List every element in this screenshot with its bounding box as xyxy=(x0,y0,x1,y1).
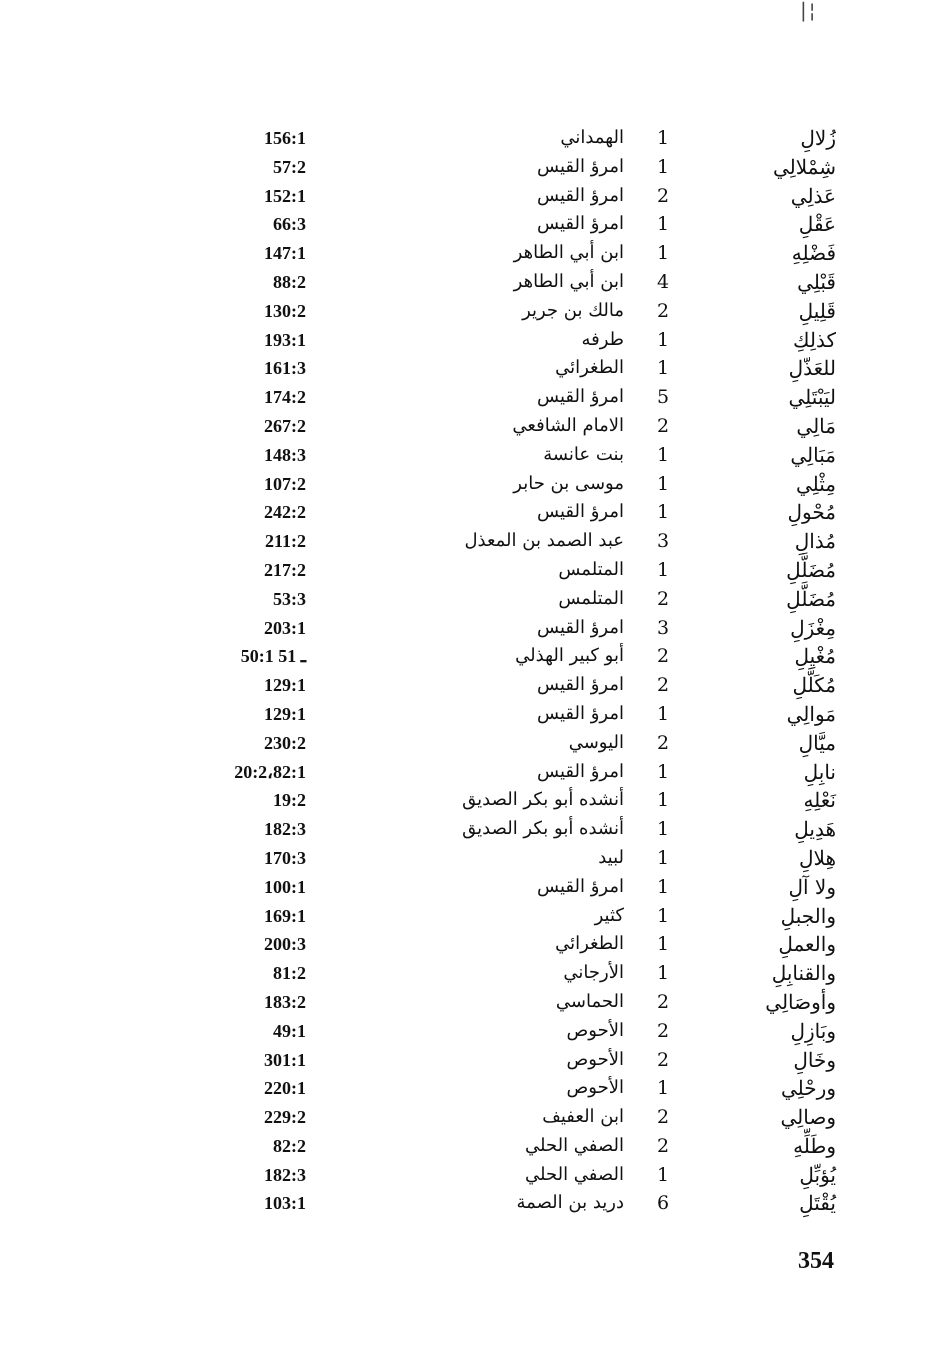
poet-name: كثير xyxy=(594,904,624,926)
page-reference: 203:1 xyxy=(264,617,306,638)
page-reference: 174:2 xyxy=(264,387,306,408)
verse-count: 1 xyxy=(656,789,670,812)
verse-count: 2 xyxy=(656,299,670,322)
poet-name: الامام الشافعي xyxy=(512,414,624,436)
poet-name: الأرجاني xyxy=(563,962,624,984)
index-row xyxy=(0,297,944,326)
index-row xyxy=(0,268,944,297)
rhyme-word: نَعْلِهِ xyxy=(803,788,836,813)
page-reference: 49:1 xyxy=(273,1020,306,1041)
page-reference: 193:1 xyxy=(264,329,306,350)
page-reference: 50:1 ـ 51 xyxy=(240,646,306,667)
rhyme-word: وطَلِّهِ xyxy=(793,1133,836,1158)
poet-name: الأحوص xyxy=(566,1019,624,1041)
page-reference: 230:2 xyxy=(264,732,306,753)
verse-count: 3 xyxy=(656,616,670,639)
rhyme-word: مُضَلَّلِ xyxy=(786,557,836,582)
rhyme-word: يُؤبِّلِ xyxy=(799,1162,836,1187)
page-reference: 53:3 xyxy=(273,588,306,609)
verse-count: 4 xyxy=(656,270,670,293)
index-row xyxy=(0,614,944,643)
verse-count: 6 xyxy=(656,1192,670,1215)
rhyme-word: يُقْتَلِ xyxy=(799,1191,836,1216)
verse-count: 1 xyxy=(656,904,670,927)
poet-name: امرؤ القيس xyxy=(537,616,624,638)
verse-count: 2 xyxy=(656,1134,670,1157)
page-reference: 20:2،82:1 xyxy=(234,761,306,782)
verse-count: 2 xyxy=(656,1019,670,1042)
verse-count: 1 xyxy=(656,501,670,524)
verse-count: 1 xyxy=(656,443,670,466)
page-reference: 129:1 xyxy=(264,703,306,724)
poet-name: امرؤ القيس xyxy=(537,674,624,696)
verse-count: 1 xyxy=(656,127,670,149)
verse-count: 1 xyxy=(656,760,670,783)
page-reference: 182:3 xyxy=(264,819,306,840)
verse-count: 3 xyxy=(656,530,670,553)
rhyme-word: عَقْلِ xyxy=(798,212,836,237)
poet-name: الحماسي xyxy=(555,990,624,1012)
poet-name: ابن العفيف xyxy=(542,1106,624,1128)
poet-name: الطغرائي xyxy=(555,933,624,955)
index-row xyxy=(0,1103,944,1132)
verse-count: 2 xyxy=(656,414,670,437)
rhyme-word: ميَّالِ xyxy=(798,730,836,755)
page-reference: 229:2 xyxy=(264,1107,306,1128)
page-reference: 57:2 xyxy=(273,156,306,177)
verse-count: 2 xyxy=(656,184,670,207)
rhyme-word: فَضْلِهِ xyxy=(791,241,836,266)
index-row xyxy=(0,671,944,700)
verse-count: 1 xyxy=(656,357,670,380)
poet-name: امرؤ القيس xyxy=(537,760,624,782)
verse-count: 1 xyxy=(656,933,670,956)
index-row xyxy=(0,498,944,527)
index-row xyxy=(0,930,944,959)
poet-name: اليوسي xyxy=(568,731,624,753)
poet-name: الأحوص xyxy=(566,1048,624,1070)
rhyme-word: وصالِي xyxy=(780,1105,836,1130)
rhyme-word: مُضَلَّلِ xyxy=(786,586,836,611)
index-row xyxy=(0,326,944,355)
verse-count: 1 xyxy=(656,875,670,898)
poet-name: لبيد xyxy=(598,846,624,868)
poet-name: أنشده أبو بكر الصديق xyxy=(462,789,624,811)
verse-count: 1 xyxy=(656,962,670,985)
index-row xyxy=(0,1189,944,1218)
page-reference: 130:2 xyxy=(264,300,306,321)
rhyme-word: ليَبْتَلِي xyxy=(788,385,836,410)
page-reference: 267:2 xyxy=(264,415,306,436)
poet-name: ابن أبي الطاهر xyxy=(513,270,624,292)
index-row xyxy=(0,844,944,873)
verse-count: 5 xyxy=(656,386,670,409)
verse-count: 2 xyxy=(656,990,670,1013)
page-reference: 107:2 xyxy=(264,473,306,494)
poet-name: عبد الصمد بن المعذل xyxy=(464,530,624,552)
page-reference: 147:1 xyxy=(264,243,306,264)
rhyme-word: شِمْلالِي xyxy=(772,154,836,179)
verse-count: 1 xyxy=(656,242,670,265)
index-row xyxy=(0,1017,944,1046)
page-reference: 200:3 xyxy=(264,934,306,955)
page-reference: 220:1 xyxy=(264,1078,306,1099)
page-reference: 169:1 xyxy=(264,905,306,926)
rhyme-word: مُكَلَّلِ xyxy=(792,673,836,698)
index-row xyxy=(0,585,944,614)
verse-count: 1 xyxy=(656,155,670,178)
page-reference: 66:3 xyxy=(273,214,306,235)
index-row xyxy=(0,642,944,671)
poet-name: مالك بن جرير xyxy=(522,299,624,321)
index-row xyxy=(0,873,944,902)
poet-name: امرؤ القيس xyxy=(537,501,624,523)
poet-name: أبو كبير الهذلي xyxy=(515,645,624,667)
page-reference: 81:2 xyxy=(273,963,306,984)
page-reference: 100:1 xyxy=(264,876,306,897)
poet-name: دريد بن الصمة xyxy=(516,1192,624,1214)
page-reference: 217:2 xyxy=(264,559,306,580)
poet-name: ابن أبي الطاهر xyxy=(513,242,624,264)
rhyme-word: مَبَالِي xyxy=(790,442,836,467)
index-row xyxy=(0,153,944,182)
verse-count: 1 xyxy=(656,818,670,841)
index-row xyxy=(0,758,944,787)
poet-name: امرؤ القيس xyxy=(537,702,624,724)
page-number: 354 xyxy=(798,1248,834,1274)
poet-name: موسى بن حابر xyxy=(513,472,624,494)
index-row xyxy=(0,556,944,585)
index-row xyxy=(0,124,944,153)
index-row xyxy=(0,182,944,211)
verse-count: 1 xyxy=(656,472,670,495)
poet-name: طرفه xyxy=(581,328,624,350)
page-reference: 156:1 xyxy=(264,128,306,148)
index-row xyxy=(0,902,944,931)
index-row xyxy=(0,354,944,383)
index-row xyxy=(0,1161,944,1190)
verse-count: 2 xyxy=(656,587,670,610)
rhyme-word: مَوالِي xyxy=(786,701,836,726)
verse-count: 1 xyxy=(656,328,670,351)
page-reference: 170:3 xyxy=(264,847,306,868)
rhyme-word: زُلالِ xyxy=(800,126,836,150)
index-row xyxy=(0,383,944,412)
page-reference: 183:2 xyxy=(264,991,306,1012)
rhyme-word: قَلِيلِ xyxy=(798,298,836,323)
rhyme-word: مِثْلِي xyxy=(795,471,836,496)
index-row xyxy=(0,1046,944,1075)
verse-count: 2 xyxy=(656,674,670,697)
verse-count: 2 xyxy=(656,645,670,668)
rhyme-word: عَذلِي xyxy=(790,183,836,208)
rhyme-word: والعملِ xyxy=(778,932,836,957)
page-reference: 161:3 xyxy=(264,358,306,379)
rhyme-index-table xyxy=(0,124,944,1218)
poet-name: الطغرائي xyxy=(555,357,624,379)
poet-name: امرؤ القيس xyxy=(537,875,624,897)
page-reference: 19:2 xyxy=(273,790,306,811)
verse-count: 2 xyxy=(656,1048,670,1071)
poet-name: الصفي الحلي xyxy=(525,1163,624,1185)
index-row xyxy=(0,210,944,239)
poet-name: امرؤ القيس xyxy=(537,386,624,408)
poet-name: الهمداني xyxy=(560,127,624,148)
rhyme-word: وخَالِ xyxy=(793,1047,836,1072)
page-reference: 148:3 xyxy=(264,444,306,465)
verse-count: 1 xyxy=(656,1163,670,1186)
rhyme-word: نابِلِ xyxy=(803,759,836,784)
rhyme-word: مَالِي xyxy=(796,413,836,438)
poet-name: الأحوص xyxy=(566,1077,624,1099)
rhyme-word: مُذالِ xyxy=(794,529,836,554)
rhyme-word: مُحْولِ xyxy=(787,500,836,525)
index-row xyxy=(0,441,944,470)
rhyme-word: قَبْلِي xyxy=(797,269,836,294)
verse-count: 2 xyxy=(656,731,670,754)
page-reference: 88:2 xyxy=(273,271,306,292)
poet-name: المتلمس xyxy=(558,587,624,609)
index-row xyxy=(0,786,944,815)
index-row xyxy=(0,1132,944,1161)
page-reference: 129:1 xyxy=(264,675,306,696)
edge-mark: |¦ xyxy=(800,0,818,22)
rhyme-word: هَدِيلِ xyxy=(794,817,836,842)
index-row xyxy=(0,988,944,1017)
rhyme-word: مِغْزَلِ xyxy=(790,615,836,640)
verse-count: 1 xyxy=(656,558,670,581)
verse-count: 1 xyxy=(656,846,670,869)
poet-name: امرؤ القيس xyxy=(537,155,624,177)
page-reference: 301:1 xyxy=(264,1049,306,1070)
verse-count: 1 xyxy=(656,702,670,725)
rhyme-word: مُغْيِلِ xyxy=(794,644,836,669)
index-row xyxy=(0,527,944,556)
verse-count: 1 xyxy=(656,213,670,236)
rhyme-word: للعَذّلِ xyxy=(788,356,836,381)
index-row xyxy=(0,470,944,499)
page-reference: 103:1 xyxy=(264,1193,306,1214)
index-row xyxy=(0,959,944,988)
rhyme-word: والجبلِ xyxy=(780,903,836,928)
verse-count: 2 xyxy=(656,1106,670,1129)
page-reference: 182:3 xyxy=(264,1164,306,1185)
page-reference: 82:2 xyxy=(273,1135,306,1156)
poet-name: امرؤ القيس xyxy=(537,213,624,235)
page-reference: 152:1 xyxy=(264,185,306,206)
rhyme-word: ورحْلِي xyxy=(781,1076,836,1101)
poet-name: الصفي الحلي xyxy=(525,1134,624,1156)
rhyme-word: والقنابِلِ xyxy=(771,961,836,986)
poet-name: بنت عانسة xyxy=(543,443,624,465)
poet-name: امرؤ القيس xyxy=(537,184,624,206)
index-row xyxy=(0,412,944,441)
page-reference: 211:2 xyxy=(264,531,306,552)
index-row xyxy=(0,239,944,268)
rhyme-word: كذلِكِ xyxy=(793,327,836,352)
rhyme-word: وبَازِلِ xyxy=(790,1018,836,1043)
poet-name: أنشده أبو بكر الصديق xyxy=(462,818,624,840)
page-reference: 242:2 xyxy=(264,502,306,523)
index-row xyxy=(0,700,944,729)
poet-name: المتلمس xyxy=(558,558,624,580)
verse-count: 1 xyxy=(656,1077,670,1100)
index-row xyxy=(0,815,944,844)
rhyme-word: وأوصَالِي xyxy=(765,989,836,1014)
rhyme-word: ولا آلِ xyxy=(788,874,836,899)
rhyme-word: هِلالِ xyxy=(798,845,836,870)
index-row xyxy=(0,1074,944,1103)
index-row xyxy=(0,729,944,758)
